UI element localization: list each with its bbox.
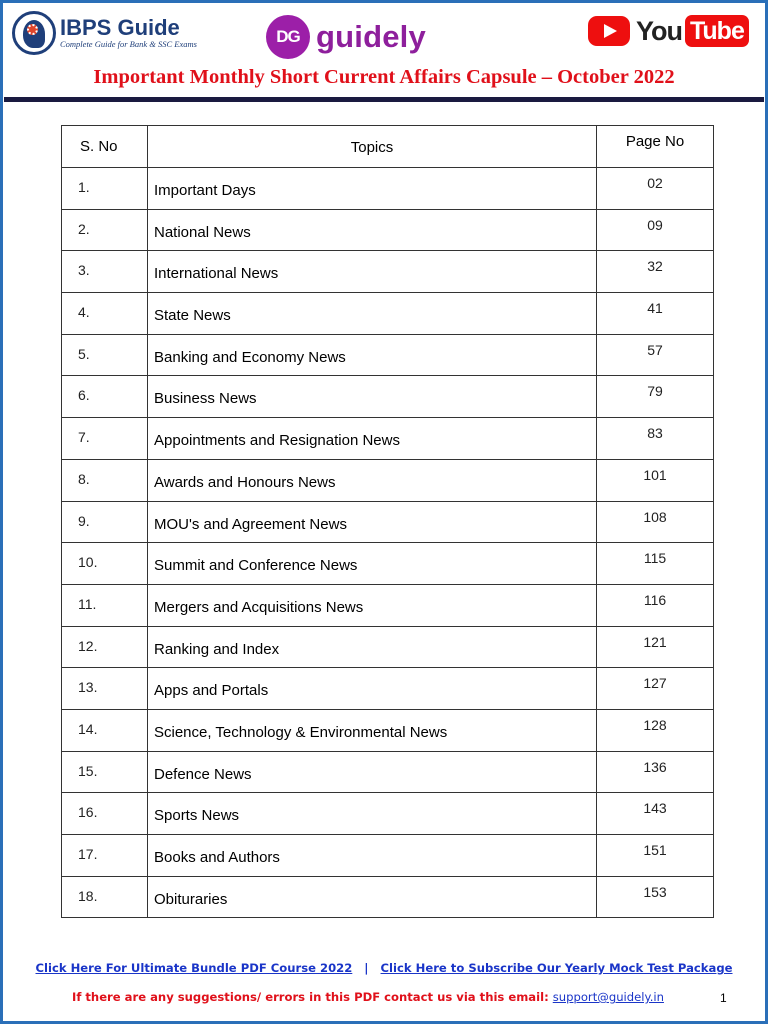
header-sno: S. No <box>62 126 148 168</box>
row-sno: 12. <box>62 626 148 668</box>
youtube-logo <box>588 12 749 50</box>
document-title: Important Monthly Short Current Affairs Capsule – October 2022 <box>93 66 675 88</box>
footer-links <box>0 961 768 975</box>
row-topic: Books and Authors <box>148 835 597 877</box>
row-sno: 16. <box>62 793 148 835</box>
row-topic: Apps and Portals <box>148 668 597 710</box>
youtube-logo-tube: Tube <box>685 15 749 47</box>
row-topic: Defence News <box>148 751 597 793</box>
row-page-no: 128 <box>597 709 714 751</box>
table-row <box>62 376 714 418</box>
table-header-row <box>62 126 714 168</box>
table-row <box>62 293 714 335</box>
row-sno: 6. <box>62 376 148 418</box>
row-topic: Mergers and Acquisitions News <box>148 584 597 626</box>
contents-table <box>61 125 714 918</box>
row-topic: Obituraries <box>148 876 597 918</box>
row-sno: 3. <box>62 251 148 293</box>
table-row <box>62 626 714 668</box>
row-sno: 4. <box>62 293 148 335</box>
row-page-no: 151 <box>597 835 714 877</box>
row-page-no: 115 <box>597 543 714 585</box>
row-topic: State News <box>148 293 597 335</box>
row-topic: Business News <box>148 376 597 418</box>
row-sno: 7. <box>62 418 148 460</box>
footer-contact <box>72 990 664 1004</box>
title-divider <box>4 97 764 102</box>
row-sno: 8. <box>62 459 148 501</box>
mock-test-link[interactable]: Click Here to Subscribe Our Yearly Mock Test Package <box>380 961 733 975</box>
row-page-no: 116 <box>597 584 714 626</box>
guidely-logo <box>266 10 426 64</box>
youtube-play-icon <box>588 16 630 46</box>
ibps-logo-tagline: Complete Guide for Bank & SSC Exams <box>60 39 197 50</box>
row-topic: Appointments and Resignation News <box>148 418 597 460</box>
row-page-no: 153 <box>597 876 714 918</box>
row-topic: Science, Technology & Environmental News <box>148 709 597 751</box>
row-page-no: 136 <box>597 751 714 793</box>
row-sno: 18. <box>62 876 148 918</box>
row-page-no: 32 <box>597 251 714 293</box>
youtube-logo-you: You <box>636 15 682 46</box>
row-sno: 10. <box>62 543 148 585</box>
row-topic: Important Days <box>148 168 597 210</box>
row-topic: National News <box>148 209 597 251</box>
row-sno: 14. <box>62 709 148 751</box>
row-topic: Ranking and Index <box>148 626 597 668</box>
row-sno: 5. <box>62 334 148 376</box>
row-page-no: 121 <box>597 626 714 668</box>
row-page-no: 09 <box>597 209 714 251</box>
brain-head-icon <box>12 11 56 55</box>
row-page-no: 108 <box>597 501 714 543</box>
footer-separator: | <box>364 961 369 975</box>
row-sno: 15. <box>62 751 148 793</box>
row-page-no: 41 <box>597 293 714 335</box>
table-row <box>62 876 714 918</box>
row-page-no: 101 <box>597 459 714 501</box>
table-row <box>62 584 714 626</box>
row-topic: MOU's and Agreement News <box>148 501 597 543</box>
table-row <box>62 418 714 460</box>
table-row <box>62 501 714 543</box>
table-row <box>62 168 714 210</box>
ibps-guide-logo <box>12 8 197 58</box>
header-topics: Topics <box>148 126 597 168</box>
row-sno: 13. <box>62 668 148 710</box>
table-row <box>62 835 714 877</box>
table-row <box>62 251 714 293</box>
row-page-no: 79 <box>597 376 714 418</box>
row-sno: 17. <box>62 835 148 877</box>
row-topic: Summit and Conference News <box>148 543 597 585</box>
row-page-no: 127 <box>597 668 714 710</box>
table-row <box>62 793 714 835</box>
row-page-no: 143 <box>597 793 714 835</box>
table-row <box>62 459 714 501</box>
row-page-no: 83 <box>597 418 714 460</box>
row-sno: 9. <box>62 501 148 543</box>
ibps-logo-title: IBPS Guide <box>60 15 180 41</box>
table-row <box>62 668 714 710</box>
table-row <box>62 751 714 793</box>
table-row <box>62 709 714 751</box>
row-sno: 1. <box>62 168 148 210</box>
row-topic: Awards and Honours News <box>148 459 597 501</box>
row-topic: International News <box>148 251 597 293</box>
row-topic: Banking and Economy News <box>148 334 597 376</box>
row-sno: 11. <box>62 584 148 626</box>
row-sno: 2. <box>62 209 148 251</box>
table-row <box>62 209 714 251</box>
header-page-no: Page No <box>597 126 714 168</box>
contact-text: If there are any suggestions/ errors in this PDF contact us via this email: <box>72 990 549 1004</box>
ultimate-bundle-link[interactable]: Click Here For Ultimate Bundle PDF Course 2022 <box>35 961 353 975</box>
guidely-badge-icon: DG <box>266 15 310 59</box>
row-page-no: 57 <box>597 334 714 376</box>
row-topic: Sports News <box>148 793 597 835</box>
table-row <box>62 543 714 585</box>
table-row <box>62 334 714 376</box>
support-email-link[interactable]: support@guidely.in <box>552 990 664 1004</box>
guidely-logo-word: guidely <box>316 19 426 54</box>
row-page-no: 02 <box>597 168 714 210</box>
page-number: 1 <box>720 991 727 1005</box>
